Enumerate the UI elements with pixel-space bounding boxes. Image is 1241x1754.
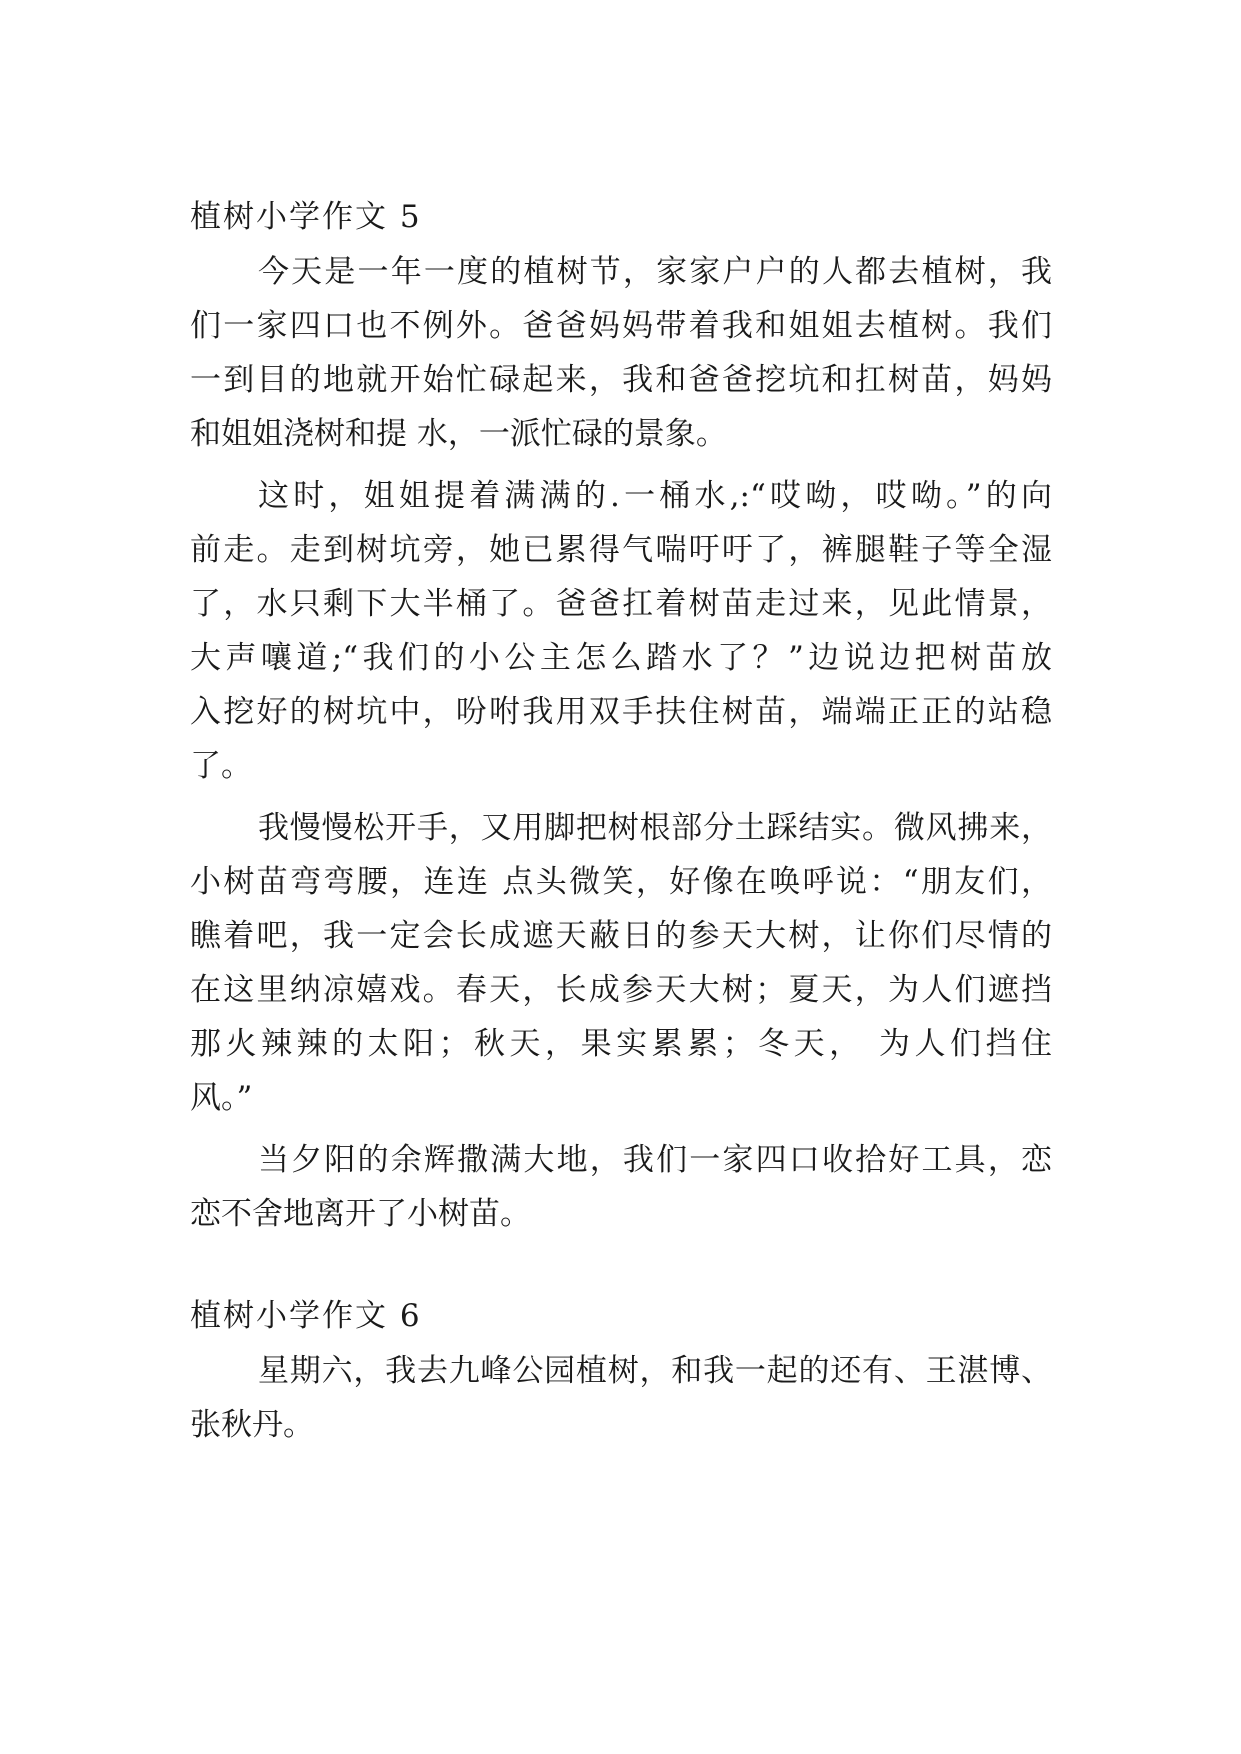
text-line: 了。: [190, 748, 252, 784]
text-line: 恋不舍地离开了小树苗。: [190, 1196, 531, 1232]
text-line: 今天是一年一度的植树节，家家户户的人都去植树，我: [258, 254, 1052, 290]
text-line: 小树苗弯弯腰，连连 点头微笑，好像在唤呼说：“朋友们，: [190, 864, 1052, 900]
text-line: 张秋丹。: [190, 1407, 314, 1443]
text-line: 了，水只剩下大半桶了。爸爸扛着树苗走过来，见此情景，: [190, 586, 1052, 622]
text-line: 这时，姐姐提着满满的.一桶水,:“哎呦，哎呦。”的向: [258, 478, 1052, 514]
text-line: 和姐姐浇树和提 水，一派忙碌的景象。: [190, 416, 727, 452]
text-line: 当夕阳的余辉撒满大地，我们一家四口收拾好工具，恋: [258, 1142, 1052, 1178]
text-line: 风。”: [190, 1080, 253, 1116]
section-title: 植树小学作文 5: [190, 199, 422, 235]
text-line: 星期六，我去九峰公园植树，和我一起的还有、王湛博、: [258, 1353, 1052, 1389]
text-line: 我慢慢松开手，又用脚把树根部分土踩结实。微风拂来，: [258, 810, 1052, 846]
text-line: 在这里纳凉嬉戏。春天，长成参天大树；夏天，为人们遮挡: [190, 972, 1052, 1008]
text-line: 前走。走到树坑旁，她已累得气喘吁吁了，裤腿鞋子等全湿: [190, 532, 1052, 568]
text-line: 一到目的地就开始忙碌起来，我和爸爸挖坑和扛树苗，妈妈: [190, 362, 1052, 398]
text-line: 入挖好的树坑中，吩咐我用双手扶住树苗，端端正正的站稳: [190, 694, 1052, 730]
text-line: 瞧着吧，我一定会长成遮天蔽日的参天大树，让你们尽情的: [190, 918, 1052, 954]
text-line: 那火辣辣的太阳；秋天，果实累累；冬天， 为人们挡住: [190, 1026, 1052, 1062]
section-title: 植树小学作文 6: [190, 1298, 422, 1334]
text-line: 们一家四口也不例外。爸爸妈妈带着我和姐姐去植树。我们: [190, 308, 1052, 344]
text-line: 大声嚷道;“我们的小公主怎么踏水了？”边说边把树苗放: [190, 640, 1052, 676]
